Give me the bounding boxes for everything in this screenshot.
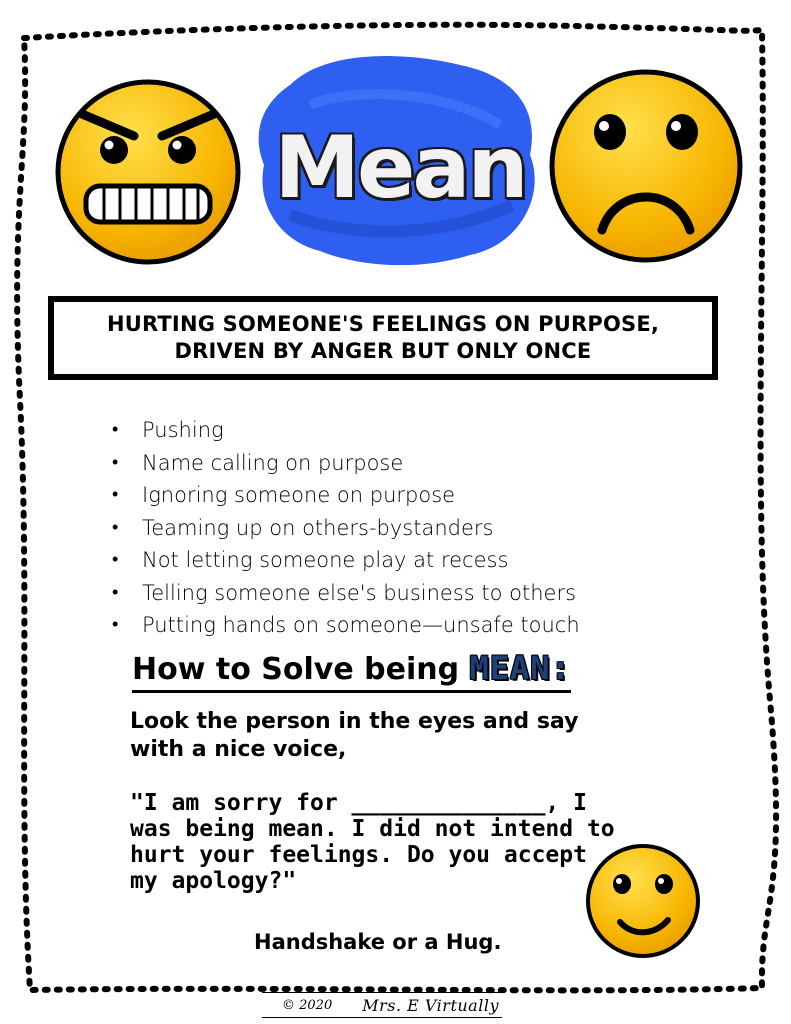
page-title: Mean [274,118,526,218]
angry-face-icon [52,76,244,268]
list-item: • Teaming up on others-bystanders [112,512,580,545]
list-item: • Name calling on purpose [112,447,580,480]
list-item: • Putting hands on someone—unsafe touch [112,609,580,642]
apology-line-4: my apology?" [130,868,297,894]
author-signature: Mrs. E Virtually [362,995,499,1015]
copyright-text: © 2020 [282,997,333,1013]
apology-line-1: "I am sorry for ______________, I [130,790,587,816]
title-area [250,45,550,275]
list-item: • Pushing [112,414,580,447]
sad-face-icon [546,66,746,266]
apology-line-3: hurt your feelings. Do you accept [130,842,587,868]
instruction-line-1: Look the person in the eyes and say [130,709,579,734]
footer [262,992,502,1018]
solve-heading-word: MEAN: [469,649,571,687]
apology-script [130,790,615,894]
list-item: • Not letting someone play at recess [112,544,580,577]
apology-line-2: was being mean. I did not intend to [130,816,615,842]
examples-list [112,414,580,642]
instruction-text [130,708,578,764]
instruction-line-2: with a nice voice, [130,737,347,762]
smiling-face-icon [584,842,702,960]
definition-box [48,296,718,380]
solve-heading-prefix: How to Solve being [132,652,470,687]
closing-text: Handshake or a Hug. [254,930,502,954]
list-item: • Telling someone else's business to others [112,577,580,610]
solve-heading [132,648,571,693]
definition-line-1: HURTING SOMEONE'S FEELINGS ON PURPOSE, [106,312,660,336]
definition-line-2: DRIVEN BY ANGER BUT ONLY ONCE [174,339,592,363]
list-item: • Ignoring someone on purpose [112,479,580,512]
